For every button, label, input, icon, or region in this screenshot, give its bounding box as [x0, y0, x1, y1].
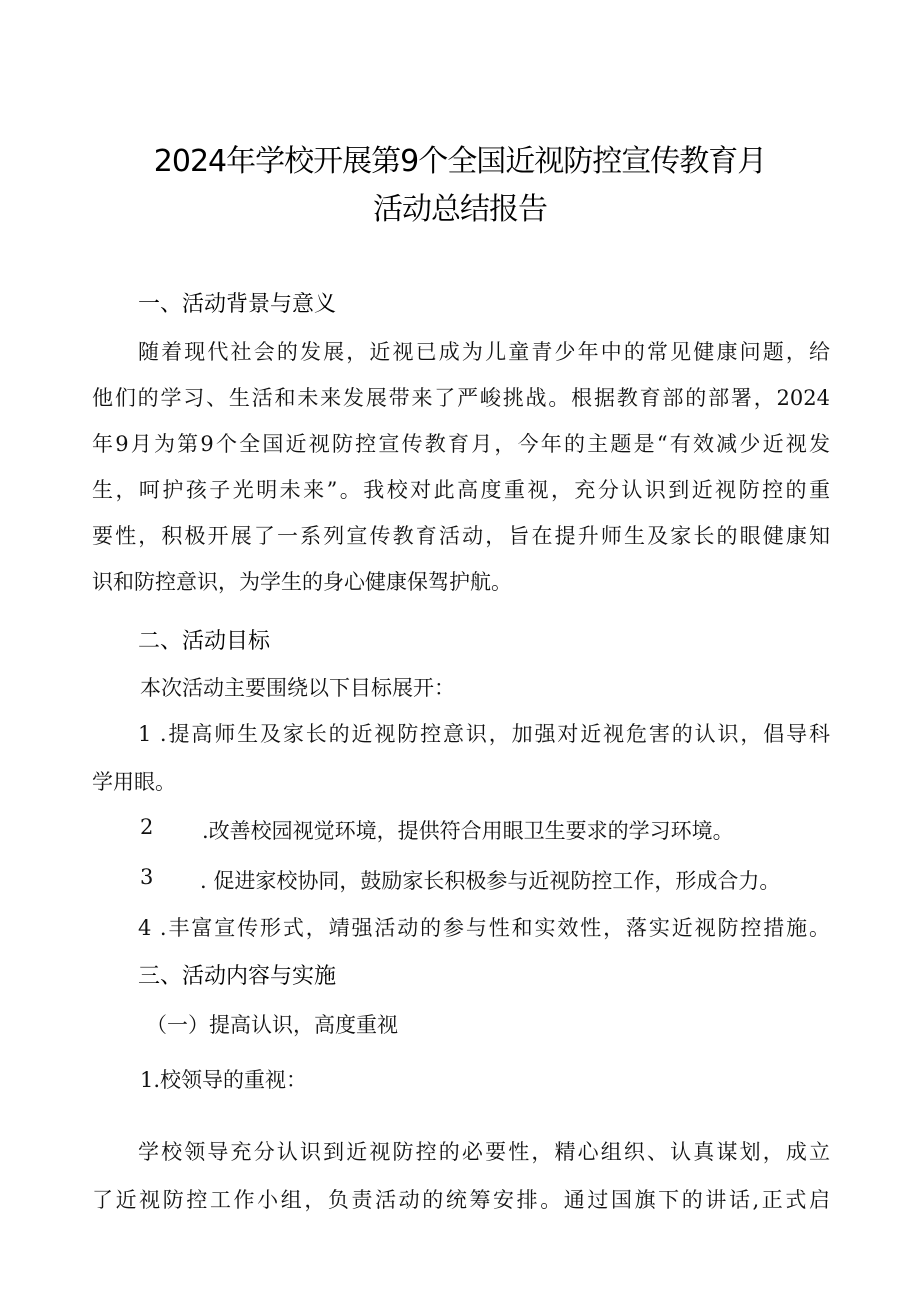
document-title-line-2: 活动总结报告	[373, 192, 547, 227]
paragraph-line: 了近视防控工作小组，负责活动的统筹安排。通过国旗下的讲话,正式启	[92, 1188, 830, 1212]
paragraph-line: 生，呵护孩子光明未来”。我校对此高度重视，充分认识到近视防控的重	[92, 478, 830, 502]
subsection-1-heading: （一）提高认识，高度重视	[146, 1013, 398, 1037]
item-1-title: 1.校领导的重视：	[140, 1068, 308, 1092]
paragraph-line: 识和防控意识，为学生的身心健康保驾护航。	[92, 570, 512, 594]
goal-2-number: 2	[140, 815, 154, 839]
goal-3-text: . 促进家校协同，鼓励家长积极参与近视防控工作，形成合力。	[200, 869, 781, 893]
document-title-line-1: 2024年学校开展第9个全国近视防控宣传教育月	[153, 144, 767, 179]
goals-intro: 本次活动主要围绕以下目标展开：	[140, 676, 455, 700]
goal-4: 4 .丰富宣传形式，靖强活动的参与性和实效性，落实近视防控措施。	[138, 916, 830, 940]
paragraph-line: 年9月为第9个全国近视防控宣传教育月，今年的主题是“有效减少近视发	[92, 432, 830, 456]
goal-1-line-1: 1 .提高师生及家长的近视防控意识，加强对近视危害的认识，倡导科	[138, 722, 830, 746]
paragraph-line: 要性，积极开展了一系列宣传教育活动，旨在提升师生及家长的眼健康知	[92, 524, 830, 548]
paragraph-line: 学校领导充分认识到近视防控的必要性，精心组织、认真谋划，成立	[138, 1140, 830, 1164]
goal-2-text: .改善校园视觉环境，提供符合用眼卫生要求的学习环境。	[202, 819, 734, 843]
section-3-heading: 三、活动内容与实施	[138, 964, 337, 989]
paragraph-line: 他们的学习、生活和未来发展带来了严峻挑战。根据教育部的部署，2024	[92, 386, 830, 410]
section-2-heading: 二、活动目标	[138, 629, 271, 654]
paragraph-line: 随着现代社会的发展，近视已成为儿童青少年中的常见健康问题，给	[138, 340, 830, 364]
goal-1-line-2: 学用眼。	[92, 770, 176, 794]
goal-3-number: 3	[140, 865, 154, 889]
section-1-heading: 一、活动背景与意义	[138, 292, 337, 317]
